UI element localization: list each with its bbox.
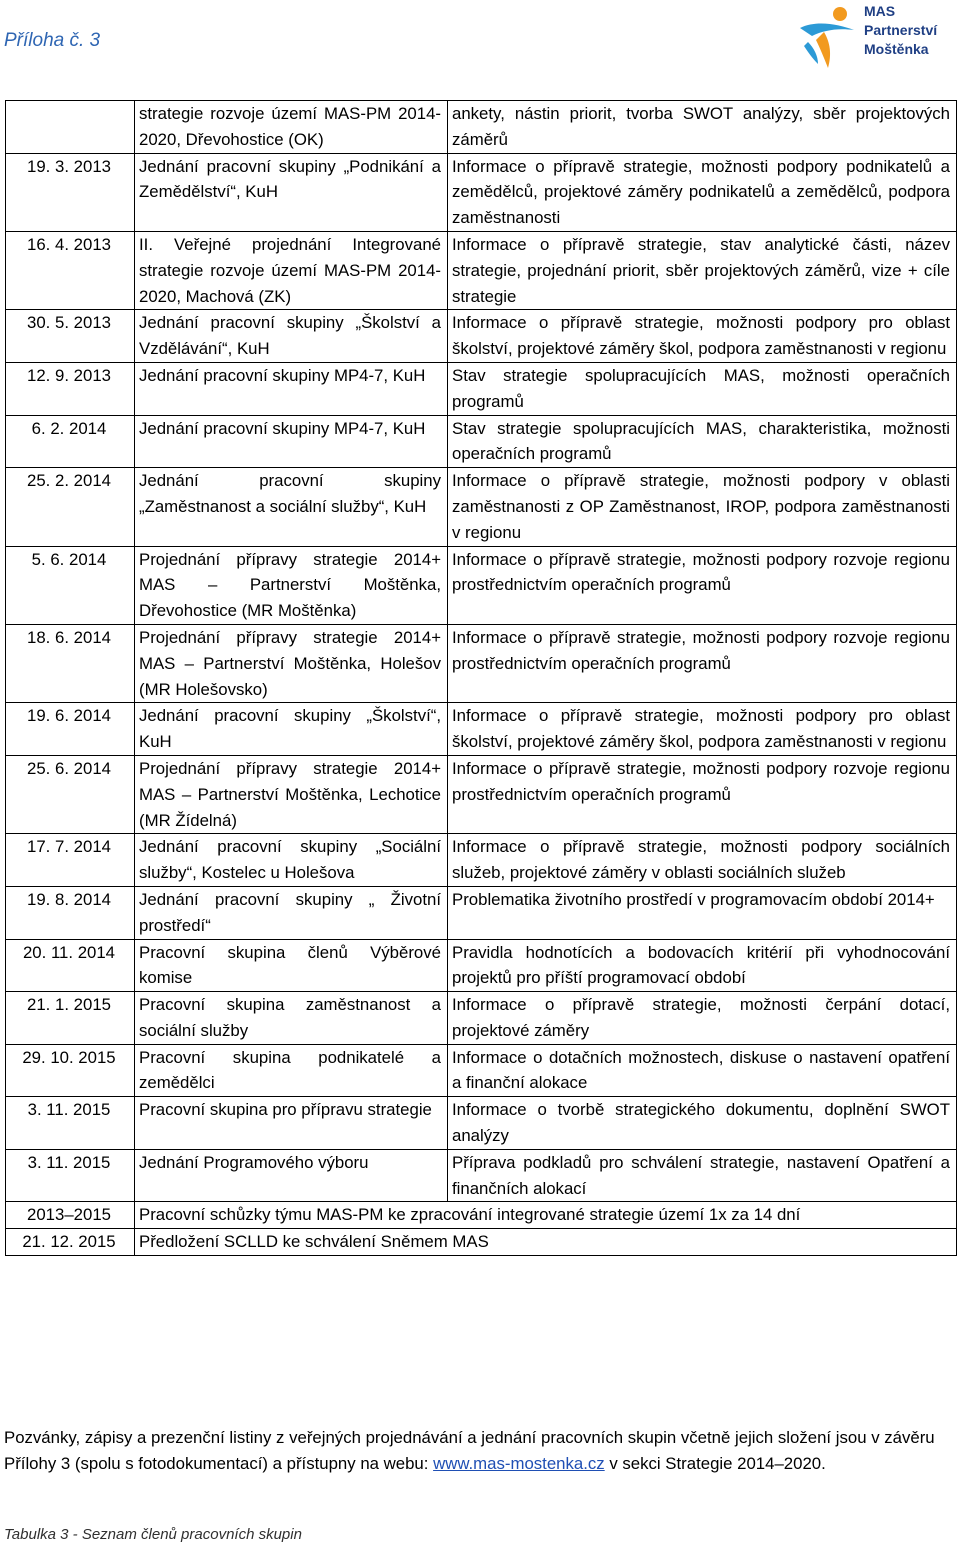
- table-row: [6, 1044, 957, 1097]
- table-row: [6, 886, 957, 939]
- page-header: [0, 0, 960, 92]
- logo-line: Moštěnka: [864, 41, 929, 57]
- event-cell: Pracovní skupina zaměstnanost a sociální služby: [135, 992, 448, 1045]
- logo-text: [864, 2, 937, 59]
- date-cell: 12. 9. 2013: [6, 362, 135, 415]
- date-cell: 18. 6. 2014: [6, 624, 135, 702]
- event-cell: Jednání Programového výboru: [135, 1149, 448, 1202]
- table-row: [6, 755, 957, 833]
- table-row: [6, 703, 957, 756]
- table-row: [6, 415, 957, 468]
- logo-line: Partnerství: [864, 22, 938, 38]
- description-cell: Pravidla hodnotících a bodovacích kritérií při vyhodnocování projektů pro příští programovací období: [448, 939, 957, 992]
- footer-paragraph: [4, 1425, 954, 1477]
- footer-text-after: v sekci Strategie 2014–2020.: [604, 1453, 826, 1473]
- table-row: [6, 1202, 957, 1229]
- appendix-label: Příloha č. 3: [4, 30, 101, 51]
- description-cell: Informace o přípravě strategie, možnosti podpory pro oblast školství, projektové záměry škol, podpora zaměstnanosti v regionu: [448, 310, 957, 363]
- website-link[interactable]: www.mas-mostenka.cz: [433, 1453, 605, 1473]
- table-row: [6, 468, 957, 546]
- table-row: [6, 624, 957, 702]
- event-cell: Jednání pracovní skupiny „Zaměstnanost a sociální služby“, KuH: [135, 468, 448, 546]
- mas-logo: [794, 2, 958, 72]
- description-cell: Příprava podkladů pro schválení strategie, nastavení Opatření a finančních alokací: [448, 1149, 957, 1202]
- description-cell: Informace o přípravě strategie, možnosti podpory pro oblast školství, projektové záměry škol, podpora zaměstnanosti v regionu: [448, 703, 957, 756]
- date-cell: 25. 6. 2014: [6, 755, 135, 833]
- event-cell: II. Veřejné projednání Integrované strategie rozvoje území MAS-PM 2014-2020, Machová (ZK): [135, 231, 448, 309]
- event-cell: Jednání pracovní skupiny „Školství a Vzdělávání“, KuH: [135, 310, 448, 363]
- description-cell: Problematika životního prostředí v programovacím období 2014+: [448, 886, 957, 939]
- merged-description-cell: Pracovní schůzky týmu MAS-PM ke zpracování integrované strategie území 1x za 14 dní: [135, 1202, 957, 1229]
- event-cell: Projednání přípravy strategie 2014+ MAS – Partnerství Moštěnka, Dřevohostice (MR Moštěnka): [135, 546, 448, 624]
- date-cell: 3. 11. 2015: [6, 1097, 135, 1150]
- description-cell: Informace o přípravě strategie, možnosti podpory rozvoje regionu prostřednictvím operačních programů: [448, 755, 957, 833]
- date-cell: 25. 2. 2014: [6, 468, 135, 546]
- description-cell: Informace o přípravě strategie, možnosti podpory podnikatelů a zemědělců, projektové záměry podnikatelů a zemědělců, podpora zaměstnanosti: [448, 153, 957, 231]
- table-row: [6, 1229, 957, 1256]
- event-cell: Pracovní skupina členů Výběrové komise: [135, 939, 448, 992]
- date-cell: 6. 2. 2014: [6, 415, 135, 468]
- table-row: [6, 1097, 957, 1150]
- table-row: [6, 101, 957, 154]
- date-cell: 19. 8. 2014: [6, 886, 135, 939]
- description-cell: Stav strategie spolupracujících MAS, možnosti operačních programů: [448, 362, 957, 415]
- event-cell: Jednání pracovní skupiny „ Životní prostředí“: [135, 886, 448, 939]
- table-row: [6, 1149, 957, 1202]
- event-cell: Jednání pracovní skupiny „Podnikání a Zemědělství“, KuH: [135, 153, 448, 231]
- event-cell: Pracovní skupina pro přípravu strategie: [135, 1097, 448, 1150]
- date-cell: 19. 6. 2014: [6, 703, 135, 756]
- footer-text-before: Pozvánky, zápisy a prezenční listiny z veřejných projednávání a jednání pracovních skupin včetně jejich složení jsou v závěru Přílohy 3 (spolu s fotodokumentací) a přístupny na webu:: [4, 1428, 935, 1473]
- description-cell: Informace o přípravě strategie, stav analytické části, název strategie, projednání priorit, sběr projektových záměrů, vize + cíle strategie: [448, 231, 957, 309]
- date-cell: [6, 101, 135, 154]
- date-cell: 20. 11. 2014: [6, 939, 135, 992]
- date-cell: 21. 1. 2015: [6, 992, 135, 1045]
- date-cell: 2013–2015: [6, 1202, 135, 1229]
- event-cell: Jednání pracovní skupiny MP4-7, KuH: [135, 362, 448, 415]
- date-cell: 3. 11. 2015: [6, 1149, 135, 1202]
- description-cell: Stav strategie spolupracujících MAS, charakteristika, možnosti operačních programů: [448, 415, 957, 468]
- description-cell: Informace o dotačních možnostech, diskuse o nastavení opatření a finanční alokace: [448, 1044, 957, 1097]
- table-row: [6, 834, 957, 887]
- table-row: [6, 362, 957, 415]
- description-cell: Informace o přípravě strategie, možnosti čerpání dotací, projektové záměry: [448, 992, 957, 1045]
- event-cell: Projednání přípravy strategie 2014+ MAS – Partnerství Moštěnka, Lechotice (MR Žídelná): [135, 755, 448, 833]
- merged-description-cell: Předložení SCLLD ke schválení Sněmem MAS: [135, 1229, 957, 1256]
- description-cell: Informace o přípravě strategie, možnosti podpory v oblasti zaměstnanosti z OP Zaměstnanost, IROP, podpora zaměstnanosti v regionu: [448, 468, 957, 546]
- event-cell: Jednání pracovní skupiny „Školství“, KuH: [135, 703, 448, 756]
- description-cell: Informace o přípravě strategie, možnosti podpory sociálních služeb, projektové záměry v oblasti sociálních služeb: [448, 834, 957, 887]
- table-row: [6, 231, 957, 309]
- meetings-table: [5, 100, 957, 1256]
- event-cell: strategie rozvoje území MAS-PM 2014-2020, Dřevohostice (OK): [135, 101, 448, 154]
- date-cell: 29. 10. 2015: [6, 1044, 135, 1097]
- table-row: [6, 939, 957, 992]
- table-row: [6, 153, 957, 231]
- date-cell: 19. 3. 2013: [6, 153, 135, 231]
- logo-figure-icon: [794, 2, 862, 72]
- logo-line: MAS: [864, 3, 896, 19]
- description-cell: ankety, nástin priorit, tvorba SWOT analýzy, sběr projektových záměrů: [448, 101, 957, 154]
- description-cell: Informace o přípravě strategie, možnosti podpory rozvoje regionu prostřednictvím operačních programů: [448, 546, 957, 624]
- date-cell: 16. 4. 2013: [6, 231, 135, 309]
- table-row: [6, 310, 957, 363]
- date-cell: 5. 6. 2014: [6, 546, 135, 624]
- meetings-table-body: [6, 101, 957, 1256]
- description-cell: Informace o tvorbě strategického dokumentu, doplnění SWOT analýzy: [448, 1097, 957, 1150]
- date-cell: 17. 7. 2014: [6, 834, 135, 887]
- event-cell: Pracovní skupina podnikatelé a zemědělci: [135, 1044, 448, 1097]
- event-cell: Projednání přípravy strategie 2014+ MAS – Partnerství Moštěnka, Holešov (MR Holešovsko): [135, 624, 448, 702]
- description-cell: Informace o přípravě strategie, možnosti podpory rozvoje regionu prostřednictvím operačních programů: [448, 624, 957, 702]
- event-cell: Jednání pracovní skupiny „Sociální služby“, Kostelec u Holešova: [135, 834, 448, 887]
- table-row: [6, 992, 957, 1045]
- date-cell: 30. 5. 2013: [6, 310, 135, 363]
- date-cell: 21. 12. 2015: [6, 1229, 135, 1256]
- table-row: [6, 546, 957, 624]
- table-caption: Tabulka 3 - Seznam členů pracovních skupin: [4, 1526, 302, 1543]
- event-cell: Jednání pracovní skupiny MP4-7, KuH: [135, 415, 448, 468]
